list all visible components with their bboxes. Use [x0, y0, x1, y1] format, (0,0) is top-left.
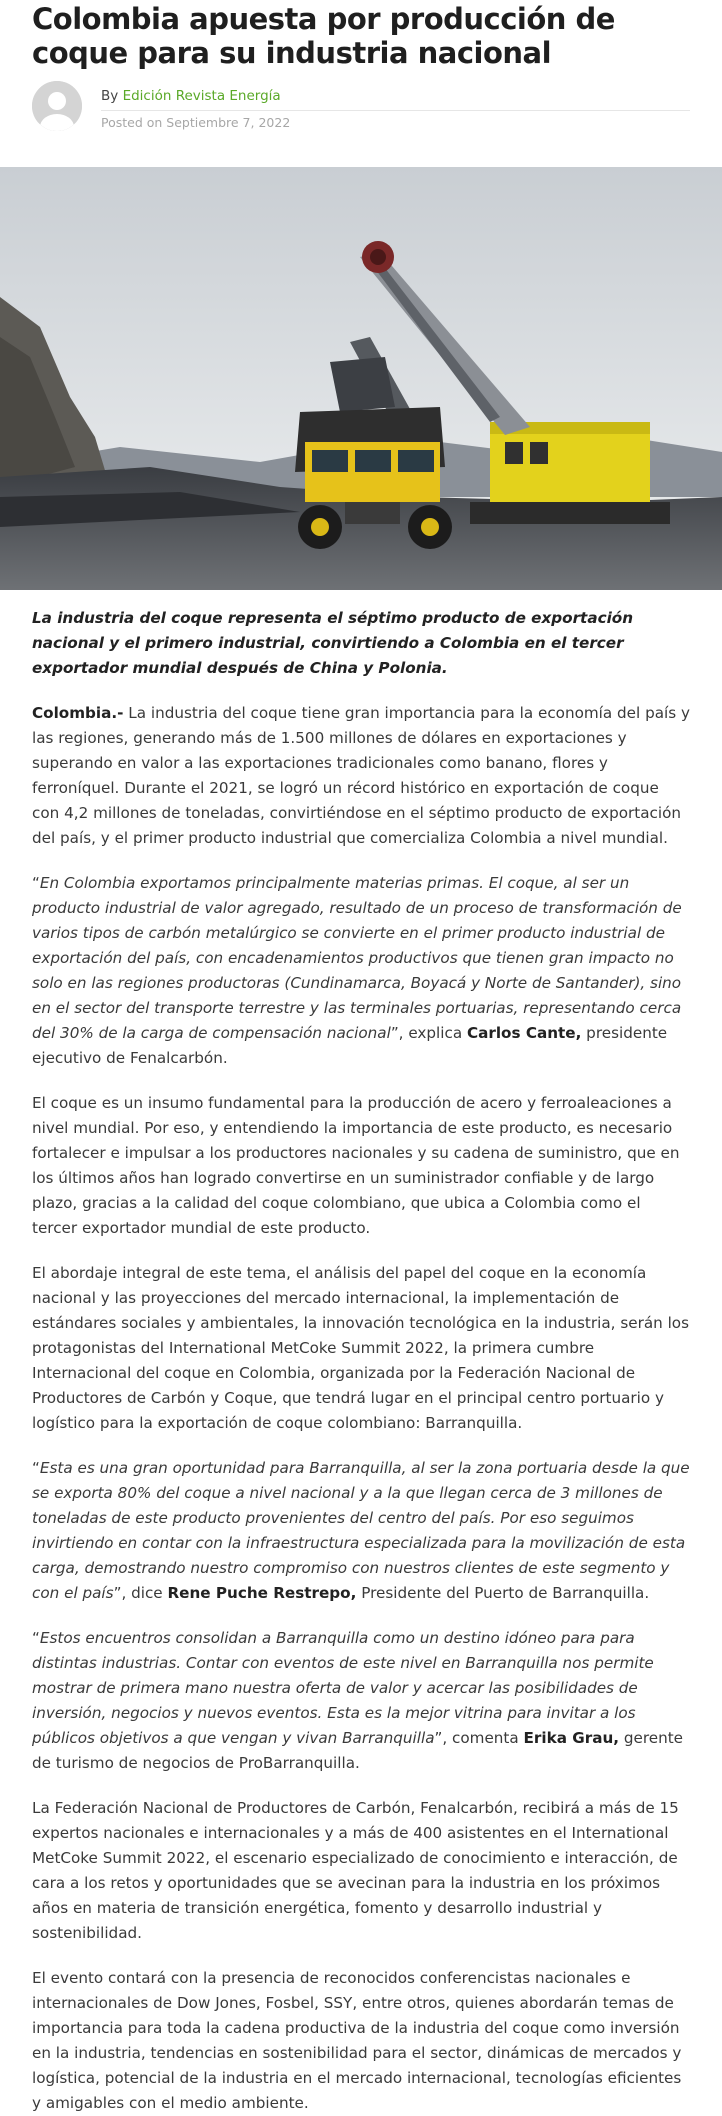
quote-close: ”, dice	[113, 1584, 168, 1602]
hero-image	[0, 167, 722, 590]
quote-speaker: Carlos Cante,	[466, 1024, 582, 1042]
quote-open: “	[32, 874, 40, 892]
paragraph: El coque es un insumo fundamental para la producción de acero y ferroaleaciones a nivel mundial. Por eso, y entendiendo la importancia de este producto, es necesario fortalecer e impulsar a los productores nacionales y su cadena de suministro, que en los últimos años han logrado convertirse en un suministrador confiable y de largo plazo, gracias a la calidad del coque colombiano, que ubica a Colombia como el tercer exportador mundial de este producto.	[32, 1094, 680, 1237]
quote-paragraph	[32, 1626, 690, 1776]
paragraph: La Federación Nacional de Productores de Carbón, Fenalcarbón, recibirá a más de 15 expertos nacionales e internacionales y a más de 400 asistentes en el International MetCoke Summit 2022, el escenario especializado de conocimiento e interacción, de cara a los retos y oportunidades que se avecinan para la industria en los próximos años en materia de transición energética, fomento y desarrollo industrial y sostenibilidad.	[32, 1799, 679, 1942]
quote-speaker: Erika Grau,	[523, 1729, 620, 1747]
quote-close: ”, explica	[390, 1024, 467, 1042]
article-meta	[32, 81, 690, 131]
quote-paragraph	[32, 871, 690, 1071]
article-title: Colombia apuesta por producción de coque para su industria nacional	[32, 2, 615, 70]
paragraph-text: La industria del coque tiene gran importancia para la economía del país y las regiones, generando más de 1.500 millones de dólares en exportaciones y superando en valor a las exportaciones tradicionales como banano, flores y ferroníquel. Durante el 2021, se logró un récord histórico en exportación de coque con 4,2 millones de toneladas, convirtiéndose en el séptimo producto de exportación del país, y el primer producto industrial que comercializa Colombia a nivel mundial.	[32, 704, 690, 847]
byline	[101, 81, 690, 111]
quote-text: En Colombia exportamos principalmente materias primas. El coque, al ser un producto industrial de valor agregado, resultado de un proceso de transformación de varios tipos de carbón metalúrgico se convierte en el primer producto industrial de exportación del país, con encadenamientos productivos que tienen gran impacto no solo en las regiones productoras (Cundinamarca, Boyacá y Norte de Santander), sino en el sector del transporte terrestre y las terminales portuarias, representando cerca del 30% de la carga de compensación nacional	[32, 874, 682, 1042]
paragraph: El abordaje integral de este tema, el análisis del papel del coque en la economía nacional y las proyecciones del mercado internacional, la implementación de estándares sociales y ambientales, la innovación tecnológica en la industria, serán los protagonistas del International MetCoke Summit 2022, la primera cumbre Internacional del coque en Colombia, organizada por la Federación Nacional de Productores de Carbón y Coque, que tendrá lugar en el principal centro portuario y logístico para la exportación de coque colombiano: Barranquilla.	[32, 1264, 689, 1432]
quote-paragraph	[32, 1456, 690, 1606]
quote-open: “	[32, 1459, 40, 1477]
quote-open: “	[32, 1629, 40, 1647]
paragraph	[32, 701, 690, 851]
byline-prefix: By	[101, 88, 119, 104]
author-link[interactable]: Edición Revista Energía	[122, 88, 281, 104]
quote-text: Esta es una gran oportunidad para Barranquilla, al ser la zona portuaria desde la que se exporta 80% del coque a nivel nacional y a la que llegan cerca de 3 millones de toneladas de este producto provenientes del centro del país. Por eso seguimos invirtiendo en contar con la infraestructura especializada para la movilización de esta carga, demostrando nuestro compromiso con nuestros clientes de este segmento y con el país	[32, 1459, 690, 1602]
quote-role: Presidente del Puerto de Barranquilla.	[356, 1584, 650, 1602]
quote-role: gerente de turismo de negocios de ProBarranquilla.	[32, 1729, 684, 1772]
post-date: Posted on Septiembre 7, 2022	[101, 115, 291, 130]
meta-text	[101, 81, 690, 130]
quote-close: ”, comenta	[434, 1729, 524, 1747]
user-avatar-icon	[32, 81, 82, 131]
article-body	[0, 606, 722, 2116]
dateline: Colombia.-	[32, 704, 124, 722]
author-avatar[interactable]	[32, 81, 82, 131]
article-header	[0, 0, 722, 131]
quote-speaker: Rene Puche Restrepo,	[167, 1584, 357, 1602]
lead-paragraph: La industria del coque representa el séptimo producto de exportación nacional y el primero industrial, convirtiendo a Colombia en el tercer exportador mundial después de China y Polonia.	[32, 609, 634, 677]
paragraph: El evento contará con la presencia de reconocidos conferencistas nacionales e internacionales de Dow Jones, Fosbel, SSY, entre otros, quienes abordarán temas de importancia para toda la cadena productiva de la industria del coque como inversión en la industria, tendencias en sostenibilidad para el sector, dinámicas de mercados y logística, potencial de la industria en el mercado internacional, tecnologías eficientes y amigables con el medio ambiente.	[32, 1969, 682, 2112]
quote-role: presidente ejecutivo de Fenalcarbón.	[32, 1024, 668, 1067]
quote-text: Estos encuentros consolidan a Barranquilla como un destino idóneo para para distintas industrias. Contar con eventos de este nivel en Barranquilla nos permite mostrar de primera mano nuestra oferta de valor y acercar las posibilidades de inversión, negocios y nuevos eventos. Esta es la mejor vitrina para invitar a los públicos objetivos a que vengan y vivan Barranquilla	[32, 1629, 654, 1747]
